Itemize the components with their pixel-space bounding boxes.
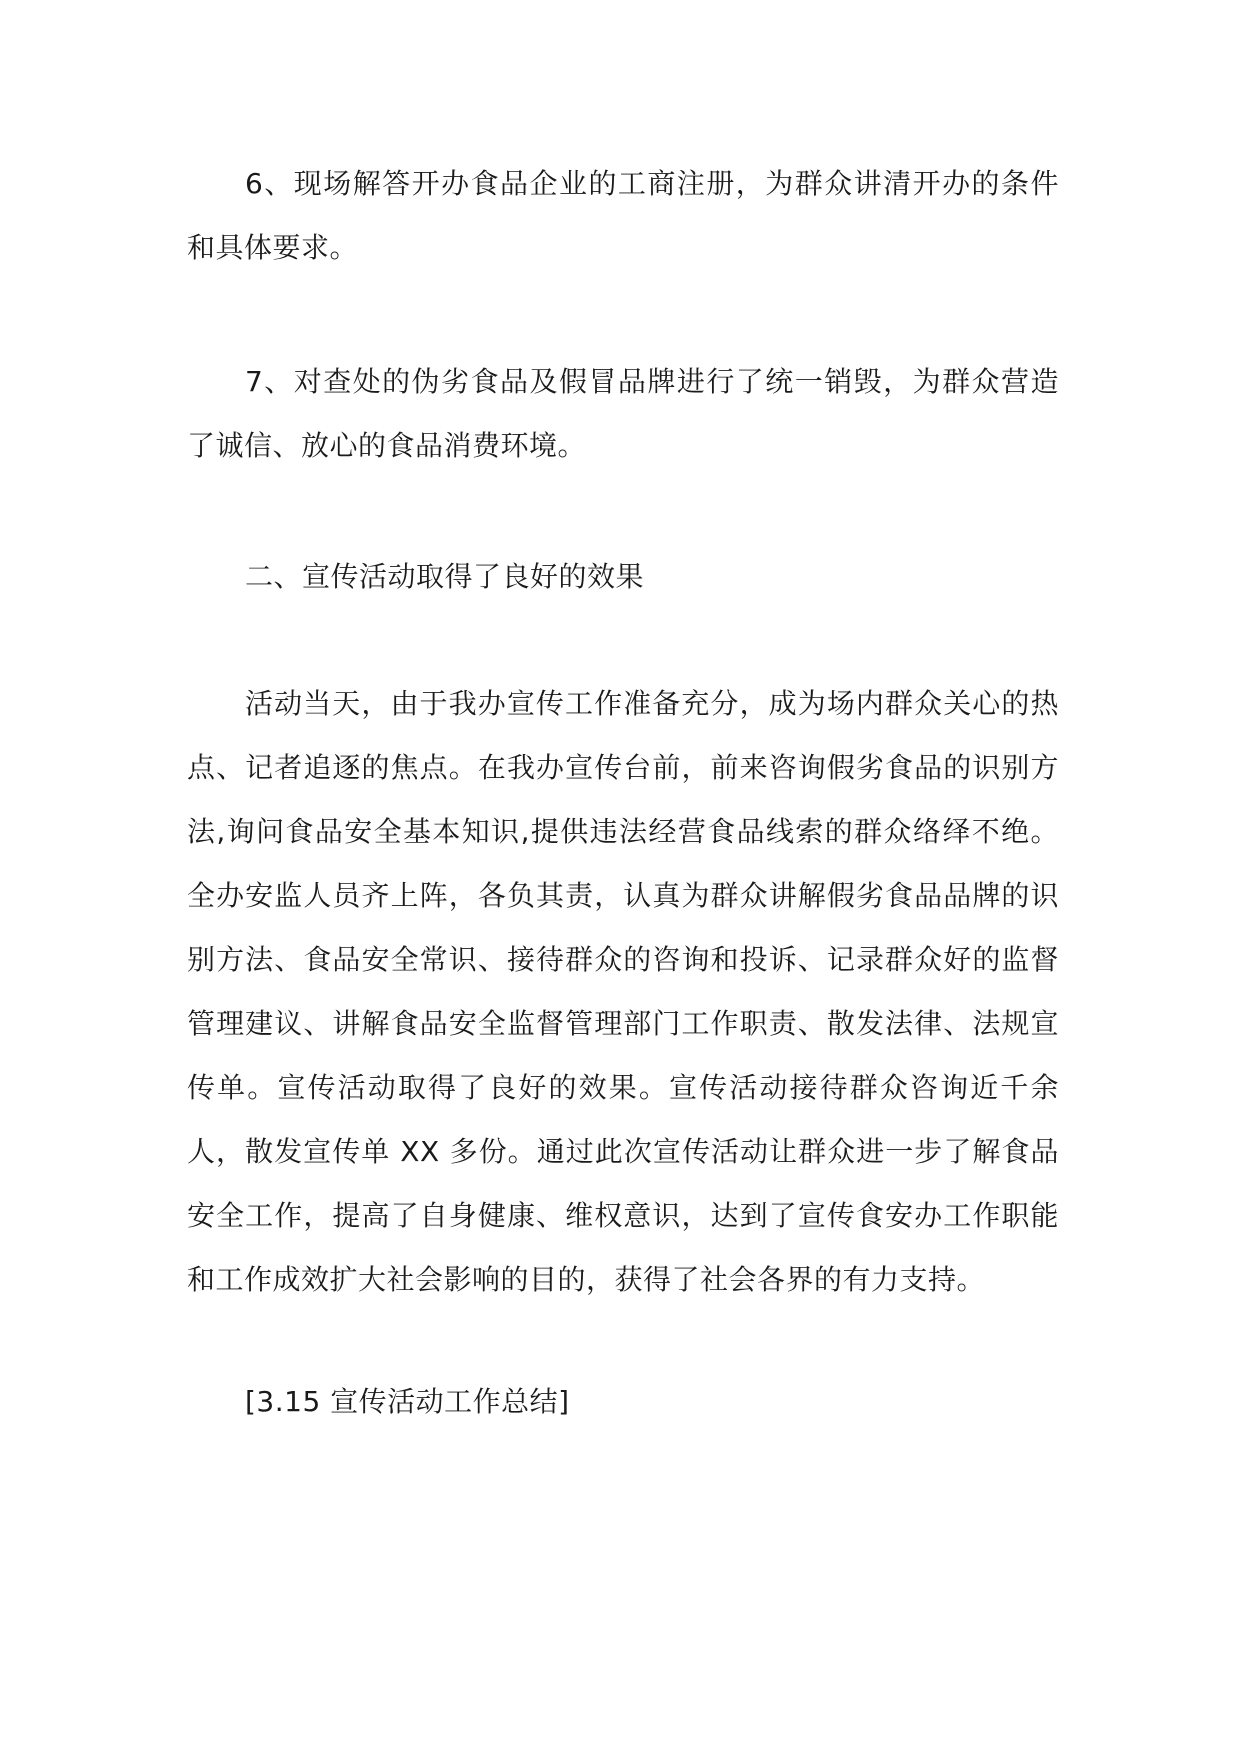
paragraph-body: 活动当天，由于我办宣传工作准备充分，成为场内群众关心的热点、记者追逐的焦点。在我办宣传台前，前来咨询假劣食品的识别方法,询问食品安全基本知识,提供违法经营食品线索的群众络绎不绝。全办安监人员齐上阵，各负其责，认真为群众讲解假劣食品品牌的识别方法、食品安全常识、接待群众的咨询和投诉、记录群众好的监督管理建议、讲解食品安全监督管理部门工作职责、散发法律、法规宣传单。宣传活动取得了良好的效果。宣传活动接待群众咨询近千余人，散发宣传单 XX 多份。通过此次宣传活动让群众进一步了解食品安全工作，提高了自身健康、维权意识，达到了宣传食安办工作职能和工作成效扩大社会影响的目的，获得了社会各界的有力支持。 [187,687,1059,1296]
paragraph-item-7: 7、对查处的伪劣食品及假冒品牌进行了统一销毁，为群众营造了诚信、放心的食品消费环境。 [187,365,1059,462]
section-heading: 二、宣传活动取得了良好的效果 [245,560,645,593]
closing-tag: [3.15 宣传活动工作总结] [245,1385,570,1418]
paragraph-item-6: 6、现场解答开办食品企业的工商注册，为群众讲清开办的条件和具体要求。 [187,167,1059,264]
